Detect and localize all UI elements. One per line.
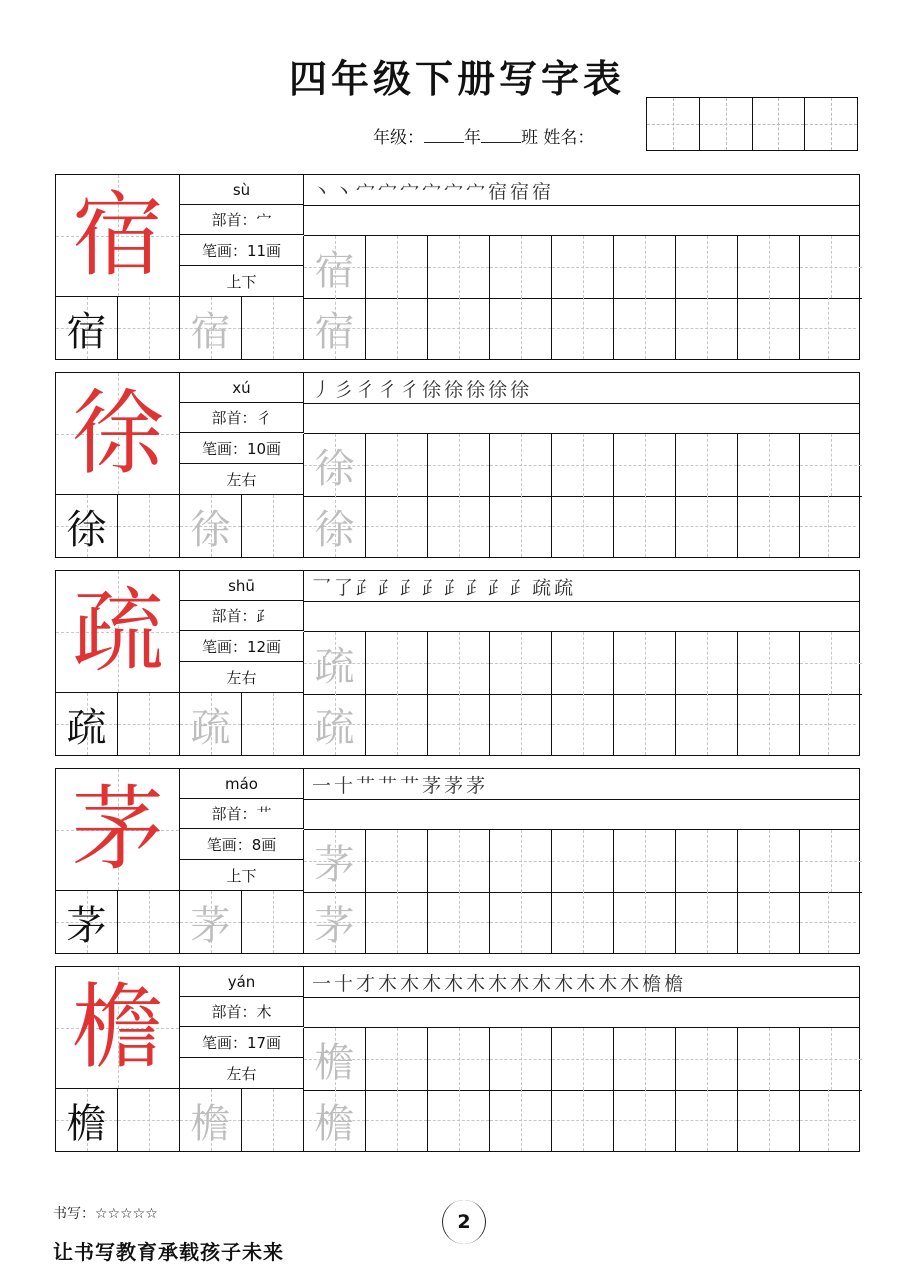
practice-cell[interactable] <box>304 830 366 892</box>
stroke-step: 徐 <box>422 378 442 401</box>
practice-cell[interactable] <box>304 1089 366 1151</box>
trace-character: 檐 <box>314 1039 355 1086</box>
stroke-step: 木 <box>488 972 508 995</box>
name-cell[interactable] <box>700 98 753 150</box>
trace-character: 宿 <box>314 308 355 355</box>
reference-character: 徐 <box>66 506 107 553</box>
radical: 部首：宀 <box>180 205 304 235</box>
practice-row-bottom <box>56 1089 856 1151</box>
model-character-cell <box>56 967 180 1089</box>
structure: 左右 <box>180 1058 304 1089</box>
stroke-step: 徐 <box>510 378 530 401</box>
practice-cell[interactable] <box>614 1028 676 1090</box>
character-block <box>55 768 860 954</box>
practice-row-bottom <box>56 693 856 755</box>
slogan: 让书写教育承载孩子未来 <box>53 1240 284 1264</box>
model-character: 茅 <box>71 776 164 883</box>
practice-cell[interactable] <box>552 1028 614 1090</box>
stroke-step: 檐 <box>664 972 684 995</box>
practice-cell[interactable] <box>180 297 242 359</box>
stroke-step: 茅 <box>466 774 486 797</box>
student-info <box>373 123 594 148</box>
stroke-step: 乛 <box>312 576 332 599</box>
stroke-step: 丿 <box>312 378 332 401</box>
practice-cell[interactable] <box>180 891 242 953</box>
practice-cell[interactable] <box>800 236 862 298</box>
pinyin: yán <box>180 967 304 997</box>
practice-cell[interactable] <box>676 830 738 892</box>
reference-character: 宿 <box>66 308 107 355</box>
practice-cell[interactable] <box>738 891 800 953</box>
stroke-step: 木 <box>554 972 574 995</box>
practice-cell[interactable] <box>552 495 614 557</box>
practice-cell[interactable] <box>428 1089 490 1151</box>
reference-character: 疏 <box>66 704 107 751</box>
practice-cell[interactable] <box>428 891 490 953</box>
stroke-step: ⺪ <box>466 576 486 599</box>
practice-cell[interactable] <box>738 236 800 298</box>
trace-character: 茅 <box>314 841 355 888</box>
practice-cell[interactable] <box>552 632 614 694</box>
practice-cell[interactable] <box>490 236 552 298</box>
practice-cell[interactable] <box>242 891 304 953</box>
stroke-step: ⺪ <box>488 576 508 599</box>
trace-character: 檐 <box>314 1100 355 1147</box>
model-character-cell <box>56 373 180 495</box>
practice-cell[interactable] <box>800 830 862 892</box>
stroke-step: ⺪ <box>444 576 464 599</box>
practice-cell[interactable] <box>304 434 366 496</box>
stroke-step: 丶 <box>312 180 332 203</box>
structure: 左右 <box>180 464 304 495</box>
stroke-step: 彳 <box>378 378 398 401</box>
practice-cell[interactable] <box>800 495 856 557</box>
practice-cell[interactable] <box>490 495 552 557</box>
stroke-step: 疏 <box>554 576 574 599</box>
stroke-step: 木 <box>378 972 398 995</box>
writing-rating: 书写：☆☆☆☆☆ <box>53 1206 158 1222</box>
practice-cell[interactable] <box>552 1089 614 1151</box>
model-character-cell <box>56 175 180 297</box>
stroke-step: 艹 <box>378 774 398 797</box>
practice-cell[interactable] <box>552 891 614 953</box>
grade-blank[interactable] <box>424 128 464 143</box>
stroke-count: 笔画：17画 <box>180 1028 304 1058</box>
stroke-order <box>304 175 859 206</box>
practice-cell[interactable] <box>180 1089 242 1151</box>
stroke-step: 徐 <box>488 378 508 401</box>
practice-cell[interactable] <box>490 830 552 892</box>
stroke-step: ⺪ <box>422 576 442 599</box>
practice-cell[interactable] <box>676 632 738 694</box>
practice-cell[interactable] <box>800 434 862 496</box>
model-character-cell <box>56 769 180 891</box>
structure: 左右 <box>180 662 304 693</box>
stroke-step: 十 <box>334 774 354 797</box>
blank-row <box>304 800 859 830</box>
practice-cell[interactable] <box>614 434 676 496</box>
stroke-step: 木 <box>400 972 420 995</box>
practice-cell[interactable] <box>56 1089 118 1151</box>
stroke-step: 宀 <box>400 180 420 203</box>
practice-cell[interactable] <box>800 1089 856 1151</box>
practice-cell[interactable] <box>552 434 614 496</box>
stroke-step: 艹 <box>356 774 376 797</box>
practice-cell[interactable] <box>56 693 118 755</box>
page-title: 四年级下册写字表 <box>288 56 625 101</box>
stroke-step: 十 <box>334 972 354 995</box>
trace-character: 茅 <box>314 902 355 949</box>
practice-cell[interactable] <box>428 830 490 892</box>
trace-character: 宿 <box>314 247 355 294</box>
stroke-step: 徐 <box>444 378 464 401</box>
character-block <box>55 372 860 558</box>
practice-cell[interactable] <box>304 891 366 953</box>
practice-cell[interactable] <box>304 236 366 298</box>
year-label: 年 <box>464 128 481 148</box>
stroke-step: 疏 <box>532 576 552 599</box>
practice-cell[interactable] <box>800 693 856 755</box>
practice-cell[interactable] <box>676 891 738 953</box>
practice-row-top <box>304 434 862 497</box>
stroke-step: 宿 <box>510 180 530 203</box>
structure: 上下 <box>180 860 304 891</box>
practice-cell[interactable] <box>800 632 862 694</box>
stroke-step: 木 <box>422 972 442 995</box>
stroke-step: 茅 <box>422 774 442 797</box>
pinyin: shū <box>180 571 304 601</box>
trace-character: 徐 <box>314 506 355 553</box>
model-character-cell <box>56 571 180 693</box>
stroke-order <box>304 571 859 602</box>
practice-cell[interactable] <box>800 1028 862 1090</box>
practice-cell[interactable] <box>738 830 800 892</box>
practice-row-bottom <box>56 495 856 557</box>
stroke-step: 木 <box>466 972 486 995</box>
practice-cell[interactable] <box>676 1028 738 1090</box>
stroke-order <box>304 769 859 800</box>
stroke-step: 宀 <box>466 180 486 203</box>
name-cell[interactable] <box>647 98 700 150</box>
stroke-count: 笔画：11画 <box>180 236 304 266</box>
practice-cell[interactable] <box>676 236 738 298</box>
trace-character: 徐 <box>190 506 231 553</box>
practice-cell[interactable] <box>490 632 552 694</box>
stroke-count: 笔画：12画 <box>180 632 304 662</box>
practice-cell[interactable] <box>428 693 490 755</box>
class-label: 班 <box>521 128 538 148</box>
reference-character: 茅 <box>66 902 107 949</box>
practice-cell[interactable] <box>180 495 242 557</box>
radical: 部首：⺪ <box>180 601 304 631</box>
practice-cell[interactable] <box>614 632 676 694</box>
practice-cell[interactable] <box>366 830 428 892</box>
trace-character: 宿 <box>190 308 231 355</box>
practice-cell[interactable] <box>614 830 676 892</box>
stroke-step: 宀 <box>356 180 376 203</box>
practice-cell[interactable] <box>800 297 856 359</box>
stroke-step: 丶 <box>334 180 354 203</box>
trace-character: 疏 <box>314 704 355 751</box>
practice-cell[interactable] <box>56 891 118 953</box>
model-character: 徐 <box>71 380 164 487</box>
practice-cell[interactable] <box>490 297 552 359</box>
practice-row-bottom <box>56 891 856 953</box>
practice-cell[interactable] <box>118 693 180 755</box>
reference-character: 檐 <box>66 1100 107 1147</box>
practice-cell[interactable] <box>304 297 366 359</box>
stroke-step: 木 <box>576 972 596 995</box>
pinyin: máo <box>180 769 304 799</box>
practice-cell[interactable] <box>614 693 676 755</box>
stroke-step: 一 <box>312 774 332 797</box>
practice-cell[interactable] <box>242 1089 304 1151</box>
stroke-count: 笔画：8画 <box>180 830 304 860</box>
blank-row <box>304 206 859 236</box>
practice-cell[interactable] <box>738 1089 800 1151</box>
practice-cell[interactable] <box>676 1089 738 1151</box>
character-block <box>55 966 860 1152</box>
stroke-count: 笔画：10画 <box>180 434 304 464</box>
stroke-step: 木 <box>532 972 552 995</box>
stroke-step: 彳 <box>400 378 420 401</box>
stroke-step: ⺪ <box>510 576 530 599</box>
practice-cell[interactable] <box>366 693 428 755</box>
stroke-step: 宿 <box>488 180 508 203</box>
stroke-order <box>304 967 859 998</box>
practice-cell[interactable] <box>366 632 428 694</box>
practice-cell[interactable] <box>552 830 614 892</box>
practice-cell[interactable] <box>118 891 180 953</box>
practice-cell[interactable] <box>552 693 614 755</box>
model-character: 宿 <box>71 182 164 289</box>
grade-label: 年级： <box>373 128 424 148</box>
practice-row-top <box>304 236 862 299</box>
practice-cell[interactable] <box>366 891 428 953</box>
practice-cell[interactable] <box>490 434 552 496</box>
practice-cell[interactable] <box>304 632 366 694</box>
stroke-step: 木 <box>598 972 618 995</box>
practice-cell[interactable] <box>676 693 738 755</box>
trace-character: 徐 <box>314 445 355 492</box>
practice-cell[interactable] <box>676 297 738 359</box>
practice-cell[interactable] <box>676 434 738 496</box>
practice-cell[interactable] <box>428 1028 490 1090</box>
practice-row-top <box>304 1028 862 1091</box>
structure: 上下 <box>180 266 304 297</box>
stroke-step: 木 <box>620 972 640 995</box>
name-writing-grid[interactable] <box>646 97 858 151</box>
practice-row-top <box>304 632 862 695</box>
stroke-step: 宀 <box>378 180 398 203</box>
pinyin: sù <box>180 175 304 205</box>
stroke-step: 宿 <box>532 180 552 203</box>
stroke-step: ⺪ <box>378 576 398 599</box>
name-cell[interactable] <box>753 98 806 150</box>
practice-cell[interactable] <box>738 1028 800 1090</box>
trace-character: 疏 <box>314 643 355 690</box>
practice-cell[interactable] <box>366 236 428 298</box>
trace-character: 檐 <box>190 1100 231 1147</box>
practice-cell[interactable] <box>304 495 366 557</box>
stroke-step: 檐 <box>642 972 662 995</box>
practice-cell[interactable] <box>180 693 242 755</box>
practice-cell[interactable] <box>118 297 180 359</box>
trace-character: 茅 <box>190 902 231 949</box>
practice-cell[interactable] <box>428 434 490 496</box>
practice-cell[interactable] <box>428 632 490 694</box>
practice-cell[interactable] <box>738 495 800 557</box>
practice-cell[interactable] <box>428 236 490 298</box>
blank-row <box>304 602 859 632</box>
blank-row <box>304 404 859 434</box>
stroke-step: 才 <box>356 972 376 995</box>
practice-cell[interactable] <box>614 495 676 557</box>
practice-cell[interactable] <box>490 891 552 953</box>
stroke-step: 一 <box>312 972 332 995</box>
radical: 部首：木 <box>180 997 304 1027</box>
practice-row-bottom <box>56 297 856 359</box>
practice-cell[interactable] <box>366 495 428 557</box>
practice-cell[interactable] <box>366 434 428 496</box>
stroke-step: 宀 <box>444 180 464 203</box>
pinyin: xú <box>180 373 304 403</box>
stroke-step: 彳 <box>356 378 376 401</box>
model-character: 檐 <box>71 974 164 1081</box>
stroke-step: 艹 <box>400 774 420 797</box>
practice-cell[interactable] <box>800 891 856 953</box>
practice-cell[interactable] <box>118 1089 180 1151</box>
model-character: 疏 <box>71 578 164 685</box>
stroke-order <box>304 373 859 404</box>
page-number: 2 <box>442 1200 486 1244</box>
practice-cell[interactable] <box>676 495 738 557</box>
character-block <box>55 570 860 756</box>
practice-cell[interactable] <box>738 632 800 694</box>
practice-cell[interactable] <box>118 495 180 557</box>
practice-cell[interactable] <box>56 495 118 557</box>
stroke-step: ⺪ <box>356 576 376 599</box>
name-cell[interactable] <box>805 98 857 150</box>
stroke-step: ⺪ <box>400 576 420 599</box>
practice-cell[interactable] <box>614 236 676 298</box>
practice-cell[interactable] <box>242 297 304 359</box>
stroke-step: 宀 <box>422 180 442 203</box>
practice-cell[interactable] <box>56 297 118 359</box>
practice-cell[interactable] <box>490 693 552 755</box>
practice-row-top <box>304 830 862 893</box>
stroke-step: 了 <box>334 576 354 599</box>
practice-cell[interactable] <box>738 434 800 496</box>
practice-cell[interactable] <box>366 1089 428 1151</box>
practice-cell[interactable] <box>366 1028 428 1090</box>
practice-cell[interactable] <box>366 297 428 359</box>
practice-cell[interactable] <box>490 1028 552 1090</box>
radical: 部首：艹 <box>180 799 304 829</box>
practice-cell[interactable] <box>738 693 800 755</box>
practice-cell[interactable] <box>304 1028 366 1090</box>
trace-character: 疏 <box>190 704 231 751</box>
practice-cell[interactable] <box>614 1089 676 1151</box>
blank-row <box>304 998 859 1028</box>
practice-cell[interactable] <box>428 297 490 359</box>
class-blank[interactable] <box>481 128 521 143</box>
stroke-step: 木 <box>510 972 530 995</box>
character-block <box>55 174 860 360</box>
practice-cell[interactable] <box>552 297 614 359</box>
stroke-step: 木 <box>444 972 464 995</box>
name-label: 姓名： <box>543 128 595 148</box>
stroke-step: 茅 <box>444 774 464 797</box>
stroke-step: 彡 <box>334 378 354 401</box>
radical: 部首：彳 <box>180 403 304 433</box>
practice-cell[interactable] <box>242 693 304 755</box>
practice-cell[interactable] <box>428 495 490 557</box>
practice-cell[interactable] <box>552 236 614 298</box>
practice-cell[interactable] <box>738 297 800 359</box>
practice-cell[interactable] <box>242 495 304 557</box>
practice-cell[interactable] <box>614 891 676 953</box>
stroke-step: 徐 <box>466 378 486 401</box>
practice-cell[interactable] <box>614 297 676 359</box>
practice-cell[interactable] <box>304 693 366 755</box>
practice-cell[interactable] <box>490 1089 552 1151</box>
